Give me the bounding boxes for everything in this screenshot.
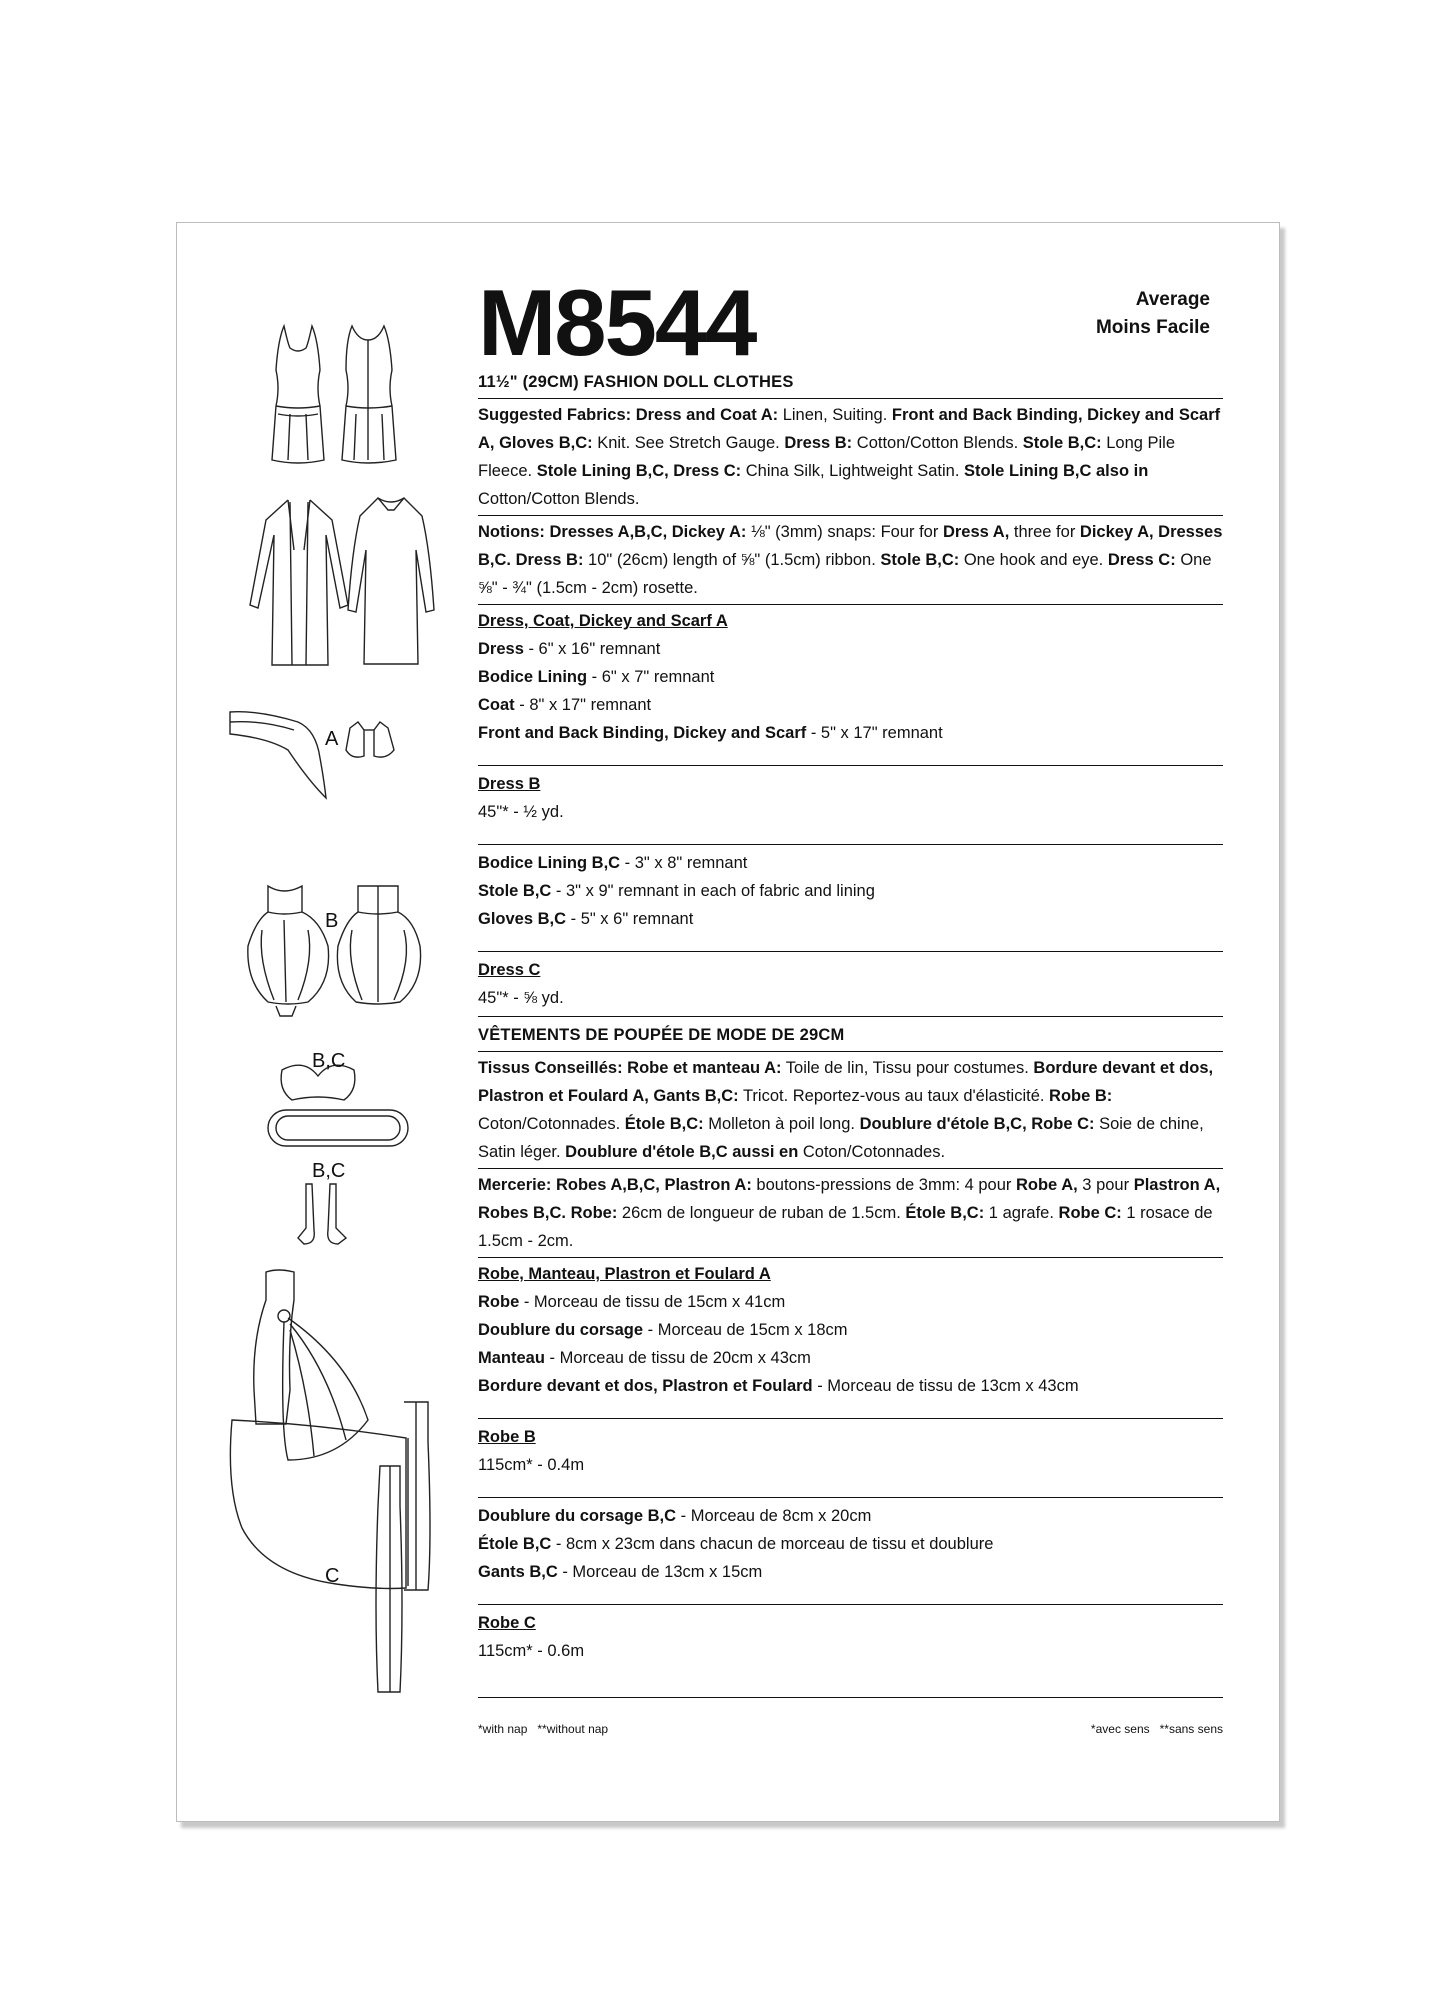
divider	[478, 1016, 1223, 1017]
yardage-row	[478, 635, 1223, 663]
dress-a-front-sketch	[272, 326, 324, 463]
piece-amount: - 3" x 8" remnant	[620, 854, 748, 872]
fabric-value: Cotton/Cotton Blends.	[478, 490, 640, 508]
yardage-row	[478, 719, 1223, 747]
piece-name: Bordure devant et dos, Plastron et Foulard	[478, 1377, 813, 1395]
fabric-key: Dress B:	[784, 434, 853, 452]
piece-name: Front and Back Binding, Dickey and Scarf	[478, 724, 807, 742]
piece-amount: - Morceau de tissu de 13cm x 43cm	[812, 1377, 1079, 1395]
divider	[478, 1604, 1223, 1605]
gloves-sketch	[298, 1184, 346, 1244]
dress-b-front-sketch	[248, 886, 329, 1016]
piece-amount: - Morceau de tissu de 15cm x 41cm	[519, 1293, 786, 1311]
french-notions	[478, 1171, 1223, 1255]
notion-key: Notions: Dresses A,B,C, Dickey A:	[478, 523, 747, 541]
dickey-a-sketch	[346, 722, 394, 757]
yardage-row	[478, 691, 1223, 719]
section-a-heading: Dress, Coat, Dickey and Scarf A	[478, 612, 728, 630]
notion-key: Étole B,C:	[905, 1204, 985, 1222]
fabric-value: Soie de chine, Satin léger.	[478, 1115, 1204, 1161]
piece-name: Manteau	[478, 1349, 545, 1367]
piece-amount: - 6" x 16" remnant	[523, 640, 661, 658]
divider	[478, 515, 1223, 516]
notion-key: Plastron A, Robes B,C. Robe:	[478, 1176, 1221, 1222]
scarf-a-sketch	[230, 712, 326, 798]
fabric-key: Stole Lining B,C, Dress C:	[536, 462, 742, 480]
piece-name: Coat	[478, 696, 515, 714]
difficulty-french: Moins Facile	[1095, 317, 1210, 338]
notion-value: One ⅝" - ¾" (1.5cm - 2cm) rosette.	[478, 551, 1212, 597]
difficulty-english: Average	[1135, 289, 1210, 310]
view-label-b: B	[325, 910, 339, 932]
dress-c-yardage: 45"* - ⅝ yd.	[478, 989, 564, 1007]
yardage-row	[478, 1288, 1223, 1316]
pattern-code: M8544	[478, 270, 756, 375]
notion-key: Dress C:	[1107, 551, 1176, 569]
difficulty-rating	[1096, 286, 1210, 342]
yardage-row	[478, 663, 1223, 691]
yardage-row	[478, 1344, 1223, 1372]
divider	[478, 1418, 1223, 1419]
divider	[478, 1697, 1223, 1698]
divider	[478, 844, 1223, 845]
french-section-a-heading: Robe, Manteau, Plastron et Foulard A	[478, 1265, 771, 1283]
divider	[478, 604, 1223, 605]
fabric-key: Doublure d'étole B,C aussi en	[565, 1143, 799, 1161]
robe-b-yardage: 115cm* - 0.4m	[478, 1456, 585, 1474]
view-label-bc-gloves: B,C	[312, 1160, 346, 1182]
piece-name: Doublure du corsage B,C	[478, 1507, 677, 1525]
robe-b-heading: Robe B	[478, 1428, 536, 1446]
dress-a-back-sketch	[342, 326, 396, 463]
divider	[478, 951, 1223, 952]
fabric-value: Linen, Suiting.	[778, 406, 892, 424]
fabric-key: Tissus Conseillés: Robe et manteau A:	[478, 1059, 782, 1077]
fabric-value: Coton/Cotonnades.	[798, 1143, 946, 1161]
dress-c-heading: Dress C	[478, 961, 541, 979]
notion-value: 1 rosace de 1.5cm - 2cm.	[478, 1204, 1213, 1250]
notion-value: 3 pour	[1077, 1176, 1134, 1194]
fabric-value: Coton/Cotonnades.	[478, 1115, 625, 1133]
fabric-value: Molleton à poil long.	[703, 1115, 860, 1133]
yardage-row	[478, 1530, 1223, 1558]
french-fabrics	[478, 1054, 1223, 1166]
notion-value: 1 agrafe.	[984, 1204, 1059, 1222]
piece-amount: - 5" x 6" remnant	[566, 910, 694, 928]
piece-amount: - Morceau de 15cm x 18cm	[643, 1321, 848, 1339]
piece-amount: - 3" x 9" remnant in each of fabric and lining	[551, 882, 875, 900]
yardage-row	[478, 1316, 1223, 1344]
view-label-c: C	[325, 1565, 340, 1587]
piece-amount: - 6" x 7" remnant	[587, 668, 715, 686]
view-label-a: A	[325, 728, 339, 750]
fabric-value: China Silk, Lightweight Satin.	[741, 462, 965, 480]
english-title: 11½" (29CM) FASHION DOLL CLOTHES	[478, 373, 794, 391]
piece-amount: - 5" x 17" remnant	[806, 724, 943, 742]
divider	[478, 1168, 1223, 1169]
yardage-row	[478, 1558, 1223, 1586]
english-fabrics	[478, 401, 1223, 513]
fabric-value: Cotton/Cotton Blends.	[852, 434, 1023, 452]
dress-c-full-stole-sketch	[226, 1398, 466, 1598]
notion-value: three for	[1009, 523, 1080, 541]
yardage-row	[478, 905, 1223, 933]
piece-name: Bodice Lining	[478, 668, 588, 686]
piece-name: Robe	[478, 1293, 520, 1311]
notion-value: ⅛" (3mm) snaps: Four for	[746, 523, 943, 541]
notion-value: One hook and eye.	[959, 551, 1108, 569]
pattern-info	[478, 368, 1223, 1702]
robe-c-yardage: 115cm* - 0.6m	[478, 1642, 585, 1660]
robe-c-heading: Robe C	[478, 1614, 536, 1632]
yardage-row	[478, 1502, 1223, 1530]
piece-name: Gants B,C	[478, 1563, 558, 1581]
fabric-key: Étole B,C:	[624, 1115, 704, 1133]
divider	[478, 1257, 1223, 1258]
fabric-key: Front and Back Binding, Dickey and Scarf A, Gloves B,C:	[478, 406, 1221, 452]
stole-sketch	[268, 1065, 408, 1146]
notion-value: 10" (26cm) length of ⅝" (1.5cm) ribbon.	[583, 551, 881, 569]
fabric-key: Stole Lining B,C also in	[964, 462, 1149, 480]
fabric-value: Long Pile Fleece.	[478, 434, 1176, 480]
piece-name: Dress	[478, 640, 524, 658]
french-title: VÊTEMENTS DE POUPÉE DE MODE DE 29CM	[478, 1026, 845, 1044]
fabric-value: Toile de lin, Tissu pour costumes.	[781, 1059, 1034, 1077]
notion-key: Dress B:	[515, 551, 584, 569]
piece-name: Gloves B,C	[478, 910, 567, 928]
fabric-key: Robe B:	[1049, 1087, 1113, 1105]
notion-key: Robe A,	[1015, 1176, 1078, 1194]
divider	[478, 398, 1223, 399]
english-notions	[478, 518, 1223, 602]
dress-b-back-sketch	[337, 886, 420, 1004]
coat-front-sketch	[250, 500, 348, 665]
notion-key: Stole B,C:	[880, 551, 960, 569]
fabric-value: Knit. See Stretch Gauge.	[592, 434, 785, 452]
notion-value: boutons-pressions de 3mm: 4 pour	[751, 1176, 1016, 1194]
fabric-key: Bordure devant et dos, Plastron et Foulard A, Gants B,C:	[478, 1059, 1214, 1105]
footnote-english: *with nap **without nap	[478, 1722, 609, 1736]
fabric-key: Doublure d'étole B,C, Robe C:	[859, 1115, 1095, 1133]
piece-amount: - Morceau de 13cm x 15cm	[557, 1563, 763, 1581]
piece-name: Étole B,C	[478, 1535, 552, 1553]
dress-b-yardage: 45"* - ½ yd.	[478, 803, 564, 821]
notion-key: Dickey A, Dresses B,C.	[478, 523, 1223, 569]
divider	[478, 1497, 1223, 1498]
notion-key: Robe C:	[1058, 1204, 1122, 1222]
fabric-value: Tricot. Reportez-vous au taux d'élasticité.	[738, 1087, 1050, 1105]
fabric-key: Suggested Fabrics: Dress and Coat A:	[478, 406, 779, 424]
coat-back-sketch	[348, 498, 434, 664]
notion-key: Mercerie: Robes A,B,C, Plastron A:	[478, 1176, 752, 1194]
divider	[478, 1051, 1223, 1052]
notion-key: Dress A,	[942, 523, 1010, 541]
piece-amount: - Morceau de 8cm x 20cm	[676, 1507, 872, 1525]
fabric-key: Stole B,C:	[1022, 434, 1102, 452]
notion-value: 26cm de longueur de ruban de 1.5cm.	[617, 1204, 906, 1222]
yardage-row	[478, 1372, 1223, 1400]
yardage-row	[478, 849, 1223, 877]
piece-amount: - 8" x 17" remnant	[514, 696, 652, 714]
piece-name: Doublure du corsage	[478, 1321, 644, 1339]
yardage-row	[478, 877, 1223, 905]
piece-name: Bodice Lining B,C	[478, 854, 621, 872]
piece-amount: - 8cm x 23cm dans chacun de morceau de tissu et doublure	[551, 1535, 994, 1553]
dress-b-heading: Dress B	[478, 775, 541, 793]
piece-amount: - Morceau de tissu de 20cm x 43cm	[544, 1349, 811, 1367]
piece-name: Stole B,C	[478, 882, 552, 900]
view-label-bc-stole: B,C	[312, 1050, 346, 1072]
footnote-french: *avec sens **sans sens	[1090, 1722, 1223, 1736]
divider	[478, 765, 1223, 766]
